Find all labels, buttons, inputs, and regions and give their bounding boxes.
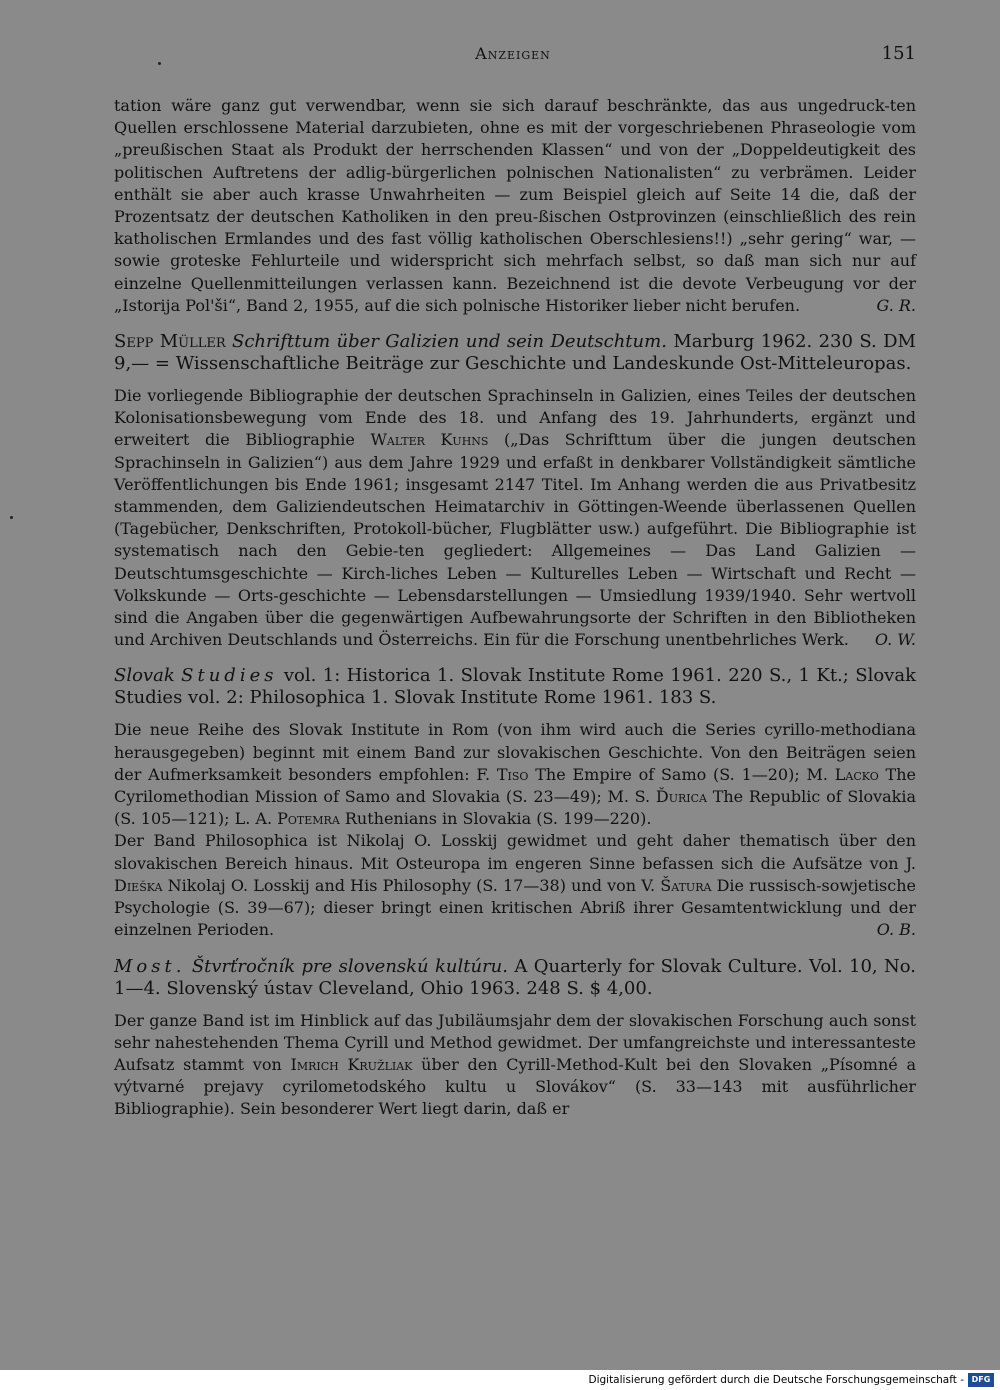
review-text-part: The Republic of Slovakia (S. 105—121); L. A. — [114, 787, 917, 829]
scan-speck — [10, 516, 13, 519]
running-title: Anzeigen — [475, 44, 551, 63]
cited-author: Ďurica — [655, 787, 707, 807]
book-details: A Quarterly for Slovak Culture. Vol. 10, No. 1—4. Slovenský ústav Cleveland, Ohio 1963. 248 S. $ 4,00. — [114, 955, 916, 999]
review-slovak-studies — [114, 665, 916, 941]
reviewer-initials: O. B. — [876, 920, 916, 940]
book-title: Slovak — [114, 665, 175, 687]
dfg-logo-icon: DFG — [968, 1373, 994, 1387]
reviewer-initials: G. R. — [876, 295, 916, 315]
review-text — [114, 830, 916, 941]
cited-author: Walter Kuhns — [370, 430, 489, 450]
review-text-part: Ruthenians in Slovakia (S. 199—220). — [344, 809, 652, 829]
review-text — [114, 385, 916, 651]
cited-author: Tiso — [496, 764, 529, 784]
book-title: Štvrťročník pre slovenskú kultúru. — [191, 955, 509, 977]
review-most — [114, 956, 916, 1121]
book-details: Marburg 1962. 230 S. DM 9,— = Wissenschaftliche Beiträge zur Geschichte und Landeskunde Ost-Mitteleuropas. — [114, 331, 916, 375]
review-text-part: Die neue Reihe des Slovak Institute in Rom (von ihm wird auch die Series cyrillo-methodiana herausgegeben) beginnt mit einem Band zur slovakischen Geschichte. Von den Beiträgen seien der Aufmerksamkeit besonders empfohlen: F. — [114, 720, 916, 784]
page-body — [114, 95, 916, 1121]
review-text-part: Die russisch-sowjetische Psychologie (S. 39—67); dieser bringt einen kritischen Abriß ihrer Gesamtentwicklung und der einzelnen Perioden. — [114, 875, 917, 940]
cited-author: Lacko — [834, 764, 879, 784]
book-title-spaced: Most. — [114, 955, 186, 977]
paragraph-text: tation wäre ganz gut verwendbar, wenn sie sich darauf beschränkte, das aus ungedruck-ten Quellen erschlossene Material darzubieten, ohne es mit der vorgeschriebenen Phraseologie vom „preußischen Staat als Produkt der herrschenden Klassen“ und von der „Doppeldeutigkeit des politischen Auftretens der adlig-bürgerlichen polnischen Nationalisten“ zu verbrämen. Leider enthält sie aber auch krasse Unwahrheiten — zum Beispiel gleich auf Seite 14 die, daß der Prozentsatz der deutschen Katholiken in den preu-ßischen Ostprovinzen (einschließlich des rein katholischen Ermlandes und des fast völlig katholischen Oberschlesiens!!) „sehr gering“ war, — sowie groteske Fehlurteile und widerspricht sich mehrfach selbst, so daß man sich nur auf einzelne Quellenmitteilungen verlassen kann. Bezeichnend ist die devote Verbeugung vor der „Istorija Pol'ši“, Band 2, 1955, auf die sich polnische Historiker lieber nicht berufen. — [114, 96, 916, 315]
page-number: 151 — [881, 43, 916, 64]
book-details: vol. 1: Historica 1. Slovak Institute Rome 1961. 220 S., 1 Kt.; Slovak Studies vol. 2: Philosophica 1. Slovak Institute Rome 1961. 183 S. — [114, 665, 916, 709]
review-text — [114, 1010, 916, 1121]
review-mueller — [114, 331, 916, 651]
cited-author: Dieška — [114, 875, 163, 895]
entry-heading — [114, 331, 916, 375]
reviewer-initials: O. W. — [874, 630, 916, 650]
footer-text: Digitalisierung gefördert durch die Deutsche Forschungsgemeinschaft - — [588, 1374, 964, 1386]
digitization-footer — [0, 1370, 1000, 1390]
review-text-part: („Das Schrifttum über die jungen deutschen Sprachinseln in Galizien“) aus dem Jahre 1929 und erfaßt in denkbarer Vollständigkeit sämtliche Veröffentlichungen bis Ende 1961; insgesamt 2147 Titel. Im Anhang werden die aus Privatbesitz stammenden, dem Galiziendeutschen Heimatarchiv in Göttingen-Weende überlassenen Quellen (Tagebücher, Denkschriften, Protokoll-bücher, Flugblätter usw.) aufgeführt. Die Bibliographie ist systematisch nach den Gebie-ten gegliedert: Allgemeines — Das Land Galizien — Deutschtumsgeschichte — Kirch-liches Leben — Kulturelles Leben — Wirtschaft und Recht — Volkskunde — Orts-geschichte — Lebensdarstellungen — Umsiedlung 1939/1940. Sehr wertvoll sind die Angaben über die gegenwärtigen Aufbewahrungsorte der Schriften in den Bibliotheken und Archiven Deutschlands und Österreichs. Ein für die Forschung unentbehrliches Werk. — [114, 430, 917, 650]
review-text-part: Nikolaj O. Losskij and His Philosophy (S. 17—38) und von V. — [167, 875, 656, 895]
entry-heading — [114, 665, 916, 709]
book-title: Schrifttum über Galizien und sein Deutschtum. — [232, 331, 667, 353]
cited-author: Potemra — [277, 809, 340, 829]
book-author: Sepp Müller — [114, 331, 226, 353]
review-text-part: Der ganze Band ist im Hinblick auf das Jubiläumsjahr dem der slovakischen Forschung auch sonst sehr nahestehenden Thema Cyrill und Method gewidmet. Der umfangreichste und interessanteste Aufsatz stammt von — [114, 1010, 916, 1074]
review-text-part: Die vorliegende Bibliographie der deutschen Sprachinseln in Galizien, eines Teiles der deutschen Kolonisationsbewegung vom Ende des 18. und Anfang des 19. Jahrhunderts, ergänzt und erweitert die Bibliographie — [114, 386, 916, 450]
intro-paragraph — [114, 95, 916, 317]
page-header — [110, 44, 916, 70]
cited-author: Šatura — [660, 875, 712, 895]
review-text-part: Der Band Philosophica ist Nikolaj O. Losskij gewidmet und geht daher thematisch über den slovakischen Bereich hinaus. Mit Osteuropa im engeren Sinne befassen sich die Aufsätze von J. — [114, 831, 916, 873]
review-text-part: The Empire of Samo (S. 1—20); M. — [535, 764, 828, 784]
book-title-spaced: Studies — [181, 665, 278, 687]
review-text-part: The Cyrilomethodian Mission of Samo and Slovakia (S. 23—49); M. S. — [114, 764, 916, 807]
scan-speck — [158, 62, 161, 65]
review-text-part: über den Cyrill-Method-Kult bei den Slovaken „Písomné a výtvarné prejavy cyrilometodského kultu u Slovákov“ (S. 33—143 mit ausführlicher Bibliographie). Sein besonderer Wert liegt darin, daß er — [114, 1054, 916, 1119]
cited-author: Imrich Kružliak — [290, 1054, 413, 1074]
review-text — [114, 719, 916, 830]
entry-heading — [114, 956, 916, 1000]
